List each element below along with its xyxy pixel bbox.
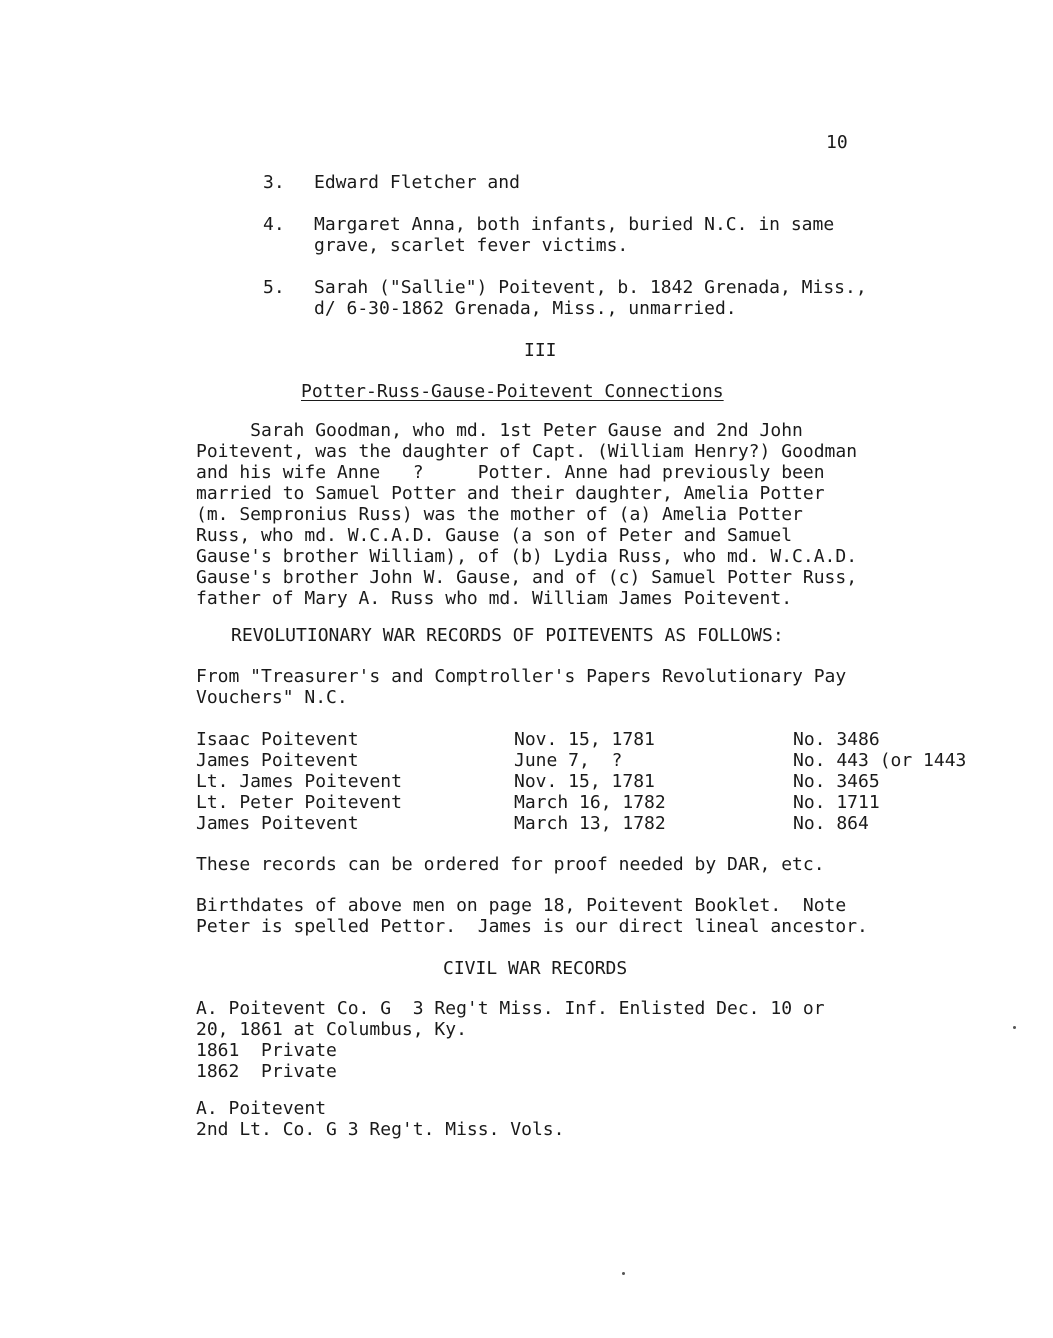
paragraph-line: 2nd Lt. Co. G 3 Reg't. Miss. Vols. [196, 1119, 565, 1140]
civil-record [196, 1098, 956, 1140]
paragraph-line: Gause's brother William), of (b) Lydia Russ, who md. W.C.A.D. [196, 546, 858, 567]
list-item-text: d/ 6-30-1862 Grenada, Miss., unmarried. [314, 298, 737, 319]
table-row [196, 729, 880, 750]
section-title: Potter-Russ-Gause-Poitevent Connections [301, 381, 724, 402]
paragraph-line: A. Poitevent Co. G 3 Reg't Miss. Inf. Enlisted Dec. 10 or [196, 998, 825, 1019]
paragraph-line: Peter is spelled Pettor. James is our direct lineal ancestor. [196, 916, 868, 937]
list-item-text: Sarah ("Sallie") Poitevent, b. 1842 Grenada, Miss., [314, 277, 867, 298]
civil-record [196, 998, 956, 1082]
connections-paragraph [196, 420, 956, 609]
source-note [196, 666, 956, 708]
paragraph-line: father of Mary A. Russ who md. William James Poitevent. [196, 588, 793, 609]
civil-war-heading: CIVIL WAR RECORDS [443, 958, 628, 979]
paragraph-line: married to Samuel Potter and their daughter, Amelia Potter [196, 483, 825, 504]
table-row [196, 771, 880, 792]
paragraph-line: Poitevent, was the daughter of Capt. (William Henry?) Goodman [196, 441, 858, 462]
list-item-number: 4. [263, 214, 285, 235]
order-note: These records can be ordered for proof needed by DAR, etc. [196, 854, 825, 875]
table-row [196, 813, 869, 834]
voucher-date: March 13, 1782 [514, 813, 666, 834]
voucher-date: Nov. 15, 1781 [514, 729, 655, 750]
voucher-name: Isaac Poitevent [196, 729, 359, 750]
table-row [196, 750, 967, 771]
list-item-text: Margaret Anna, both infants, buried N.C. in same [314, 214, 835, 235]
paragraph-line: and his wife Anne ? Potter. Anne had previously been [196, 462, 825, 483]
birthdates-note [196, 895, 956, 937]
voucher-number: No. 864 [793, 813, 869, 834]
voucher-number: No. 443 (or 1443 [793, 750, 967, 771]
voucher-name: James Poitevent [196, 813, 359, 834]
voucher-number: No. 1711 [793, 792, 880, 813]
page-number: 10 [826, 132, 848, 153]
paragraph-line: 1862 Private [196, 1061, 337, 1082]
voucher-number: No. 3486 [793, 729, 880, 750]
paragraph-line: Birthdates of above men on page 18, Poitevent Booklet. Note [196, 895, 847, 916]
voucher-date: March 16, 1782 [514, 792, 666, 813]
list-item-number: 5. [263, 277, 285, 298]
list-item-text: Edward Fletcher and [314, 172, 520, 193]
paragraph-line: 20, 1861 at Columbus, Ky. [196, 1019, 467, 1040]
voucher-name: Lt. Peter Poitevent [196, 792, 402, 813]
paragraph-line: Russ, who md. W.C.A.D. Gause (a son of Peter and Samuel [196, 525, 793, 546]
rev-war-heading: REVOLUTIONARY WAR RECORDS OF POITEVENTS AS FOLLOWS: [231, 625, 784, 646]
voucher-date: June 7, ? [514, 750, 623, 771]
voucher-name: James Poitevent [196, 750, 359, 771]
paragraph-line: Sarah Goodman, who md. 1st Peter Gause and 2nd John [196, 420, 803, 441]
paragraph-line: (m. Sempronius Russ) was the mother of (a) Amelia Potter [196, 504, 803, 525]
paragraph-line: A. Poitevent [196, 1098, 327, 1119]
table-row [196, 792, 880, 813]
voucher-date: Nov. 15, 1781 [514, 771, 655, 792]
list-item-number: 3. [263, 172, 285, 193]
scan-speck [1013, 1026, 1016, 1029]
paragraph-line: Vouchers" N.C. [196, 687, 348, 708]
voucher-number: No. 3465 [793, 771, 880, 792]
paragraph-line: 1861 Private [196, 1040, 337, 1061]
paragraph-line: Gause's brother John W. Gause, and of (c) Samuel Potter Russ, [196, 567, 858, 588]
section-numeral: III [524, 340, 557, 361]
paragraph-line: From "Treasurer's and Comptroller's Papers Revolutionary Pay [196, 666, 847, 687]
voucher-name: Lt. James Poitevent [196, 771, 402, 792]
scan-speck [622, 1272, 625, 1275]
list-item-text: grave, scarlet fever victims. [314, 235, 629, 256]
